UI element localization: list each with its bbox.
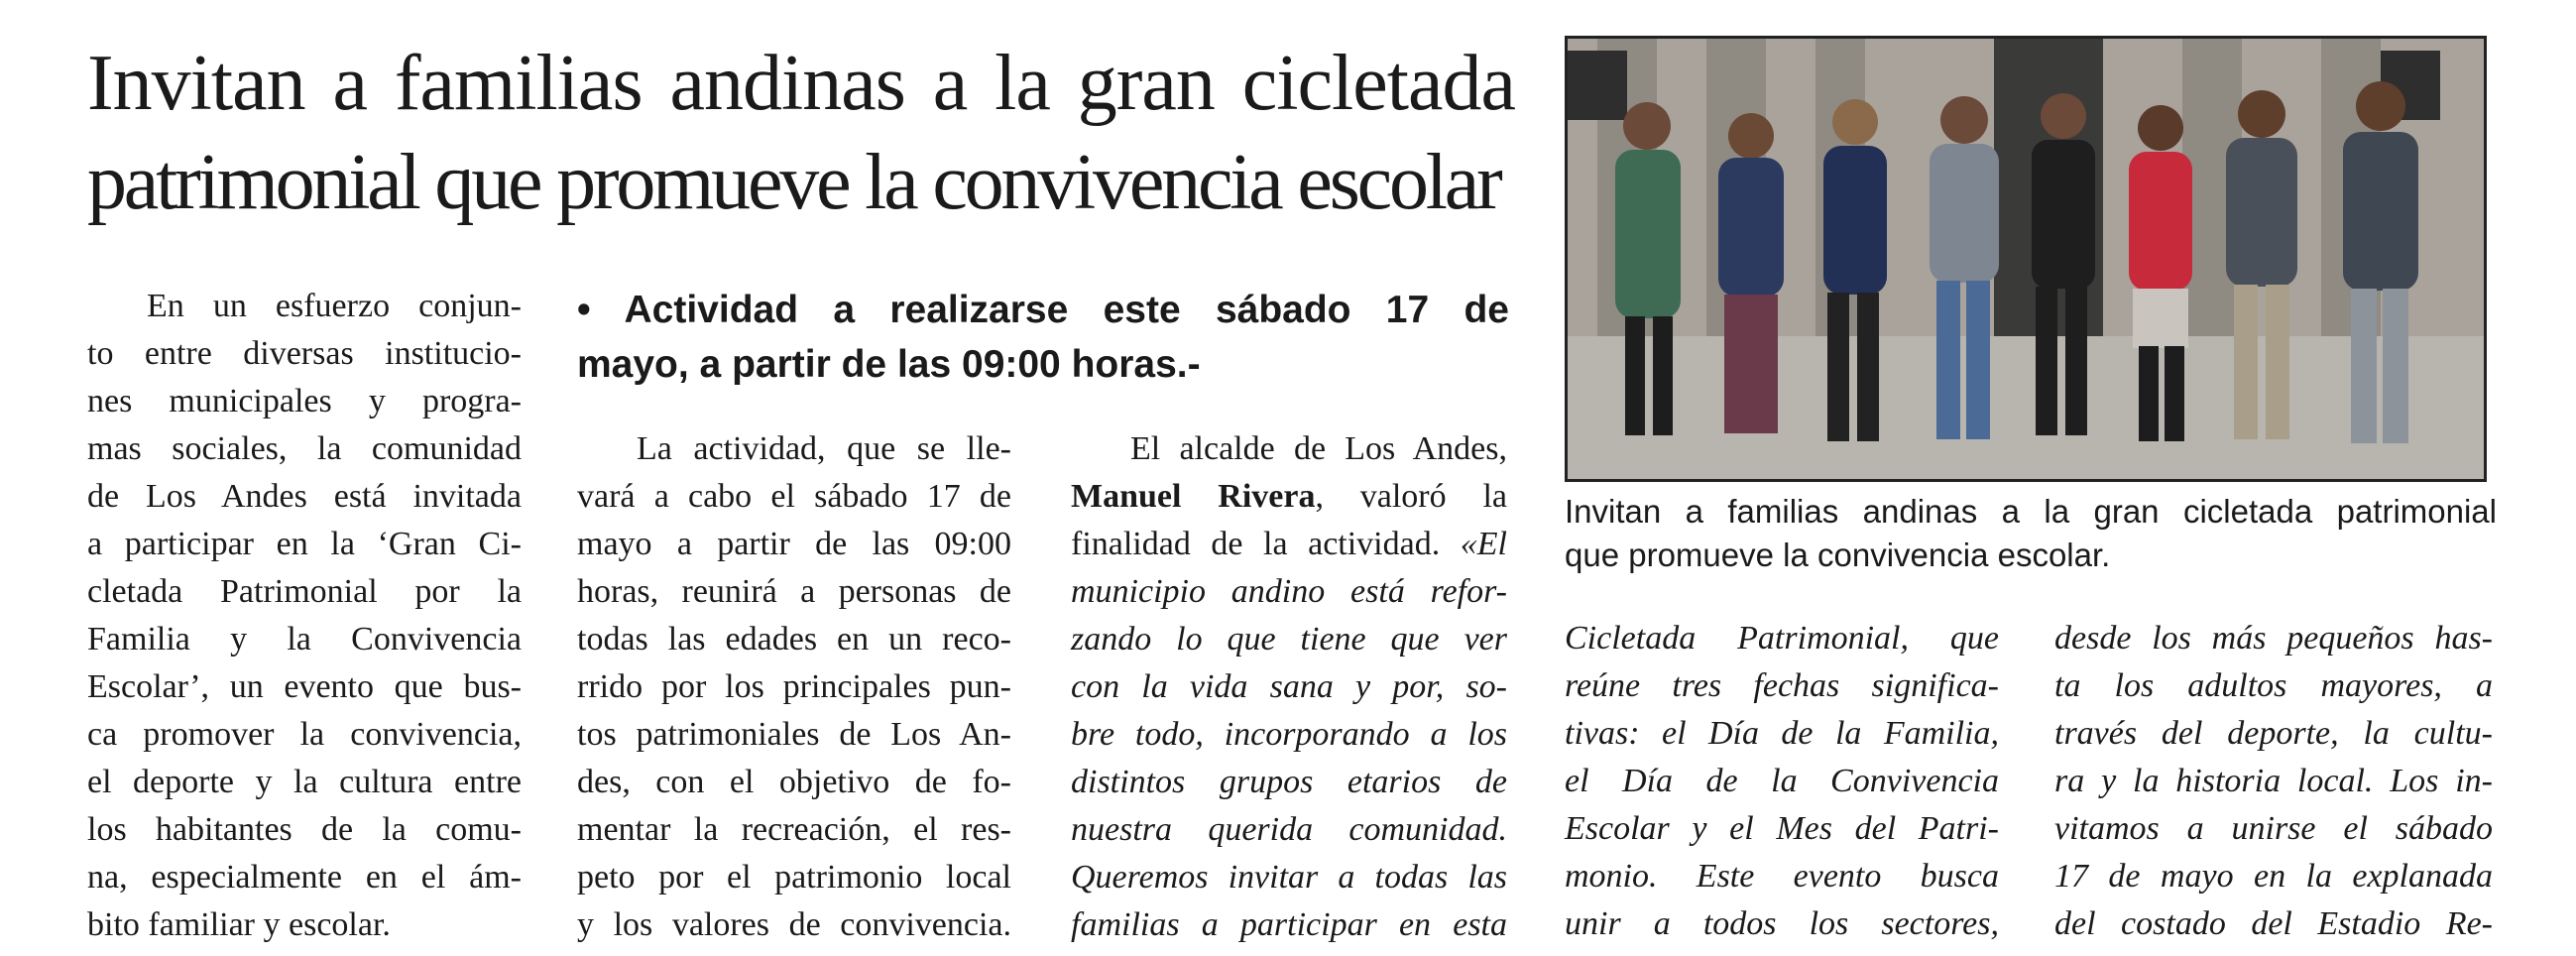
col3-line-3 [1071,521,1507,568]
article-column-3 [1071,425,1507,949]
person-2 [1718,113,1784,433]
col3-line-2-rest: , valoró la [1315,478,1507,515]
col2-line: mentar la recreación, el res- [577,811,1011,848]
col1-line: cletada Patrimonial por la [87,573,522,610]
col2-line: todas las edades en un reco- [577,621,1011,657]
article-column-5 [2054,615,2493,948]
col5-line: desde los más pequeños has- [2054,620,2493,657]
col2-line: des, con el objetivo de fo- [577,764,1011,800]
headline [87,34,1515,232]
subhead-line-2: mayo, a partir de las 09:00 horas.- [577,343,1201,386]
mayor-name: Manuel Rivera [1071,478,1316,515]
article-column-4 [1565,615,1999,948]
col2-line: peto por el patrimonio local [577,859,1011,896]
col4-line: Cicletada Patrimonial, que [1565,620,1999,657]
col1-line: Familia y la Convivencia [87,621,522,657]
col1-line: En un esfuerzo conjun- [147,288,522,324]
col2-line: mayo a partir de las 09:00 [577,526,1011,562]
subheadline [577,283,1509,392]
col5-line: del costado del Estadio Re- [2054,905,2493,942]
col5-line: ta los adultos mayores, a [2054,667,2493,704]
col2-line: rrido por los principales pun- [577,668,1011,705]
col1-line: mas sociales, la comunidad [87,430,522,467]
col2-line: La actividad, que se lle- [637,430,1011,467]
headline-line-1: Invitan a familias andinas a la gran cicletada [87,40,1515,127]
col1-line: to entre diversas institucio- [87,335,522,372]
col3-italic-line: nuestra querida comunidad. [1071,811,1507,848]
col3-quote [1071,568,1507,949]
subhead-line-1: • Actividad a realizarse este sábado 17 de [577,289,1509,331]
col1-line: Escolar’, un evento que bus- [87,668,522,705]
article-photo [1565,36,2487,482]
col3-line-2 [1071,473,1507,521]
col3-line-1: El alcalde de Los Andes, [1130,430,1507,467]
col4-line: monio. Este evento busca [1565,858,1999,895]
col1-line: los habitantes de la comu- [87,811,522,848]
col3-italic-line: familias a participar en esta [1071,906,1507,943]
col1-line: de Los Andes está invitada [87,478,522,515]
col3-italic-line: distintos grupos etarios de [1071,764,1507,800]
col3-italic-line: zando lo que tiene que ver [1071,621,1507,657]
col3-italic-line: con la vida sana y por, so- [1071,668,1507,705]
photo-ground [1568,336,2484,479]
article-column-2 [577,425,1011,949]
group-photo-illustration [1568,39,2484,479]
col3-line-3-italic: «El [1460,526,1507,562]
col2-line: horas, reunirá a personas de [577,573,1011,610]
col3-italic-line: Queremos invitar a todas las [1071,859,1507,896]
col4-line: reúne tres fechas significa- [1565,667,1999,704]
col1-line: ca promover la convivencia, [87,716,522,753]
col4-line: unir a todos los sectores, [1565,905,1999,942]
col5-line: 17 de mayo en la explanada [2054,858,2493,895]
col1-line: bito familiar y escolar. [87,906,391,943]
col4-line: Escolar y el Mes del Patri- [1565,810,1999,847]
col1-line: a participar en la ‘Gran Ci- [87,526,522,562]
col5-line: vitamos a unirse el sábado [2054,810,2493,847]
col1-line: nes municipales y progra- [87,383,522,419]
col2-line: tos patrimoniales de Los An- [577,716,1011,753]
col5-line: través del deporte, la cultu- [2054,715,2493,752]
col1-line: el deporte y la cultura entre [87,764,522,800]
headline-line-2: patrimonial que promueve la convivencia escolar [87,139,1500,226]
col2-line: y los valores de convivencia. [577,906,1011,943]
col3-italic-line: bre todo, incorporando a los [1071,716,1507,753]
caption-line-1: Invitan a familias andinas a la gran cicletada patrimonial [1565,493,2497,530]
col4-line: tivas: el Día de la Familia, [1565,715,1999,752]
col1-line: na, especialmente en el ám- [87,859,522,896]
col3-line-3-plain: finalidad de la actividad. [1071,526,1461,562]
col4-line: el Día de la Convivencia [1565,763,1999,799]
photo-caption [1565,490,2497,577]
caption-line-2: que promueve la convivencia escolar. [1565,537,2111,573]
col3-italic-line: municipio andino está refor- [1071,573,1507,610]
article-column-1 [87,283,522,949]
col5-line: ra y la historia local. Los in- [2054,763,2493,799]
col2-line: vará a cabo el sábado 17 de [577,478,1011,515]
